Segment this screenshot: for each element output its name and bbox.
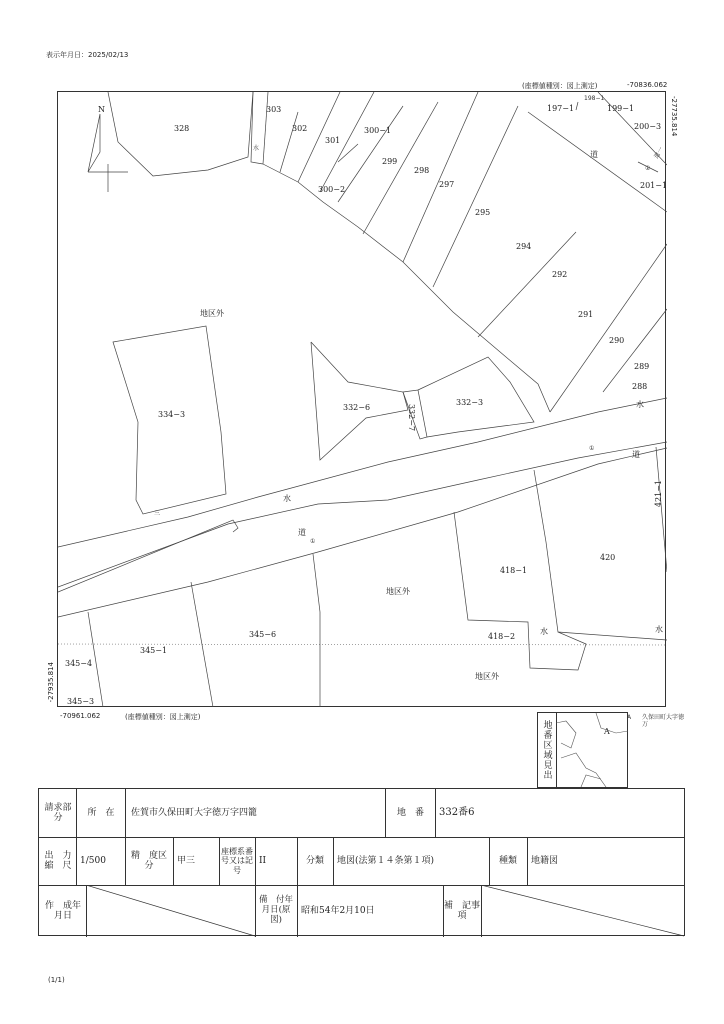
- parcel-label: 332−6: [343, 403, 371, 412]
- legend-marker: A: [627, 714, 632, 721]
- parcel-lines: [58, 92, 667, 708]
- parcel-label: 345−3: [67, 697, 95, 706]
- hoki-label: 補 記事 項: [444, 900, 490, 921]
- parcel-label: 292: [552, 270, 568, 279]
- parcel-label: 298: [414, 166, 430, 175]
- seido-label: 精 度区 分: [130, 850, 177, 871]
- parcel-label: 418−1: [500, 566, 528, 575]
- shozai-value: 佐賀市久保田町大字徳万字四籠: [131, 807, 258, 818]
- parcel-label: 302: [292, 124, 308, 133]
- parcel-label: 297: [439, 180, 455, 189]
- parcel-label: 345−6: [249, 630, 277, 639]
- area-label: 地区外: [386, 587, 410, 596]
- parcel-label: 200−3: [634, 122, 662, 131]
- blank-diagonal: [481, 885, 685, 937]
- road-label: 道一: [652, 146, 665, 160]
- parcel-label: 328: [174, 124, 190, 133]
- parcel-label: 345−1: [140, 646, 168, 655]
- road-label: 道: [590, 150, 598, 159]
- legend-text: 久保田町大字徳万: [642, 714, 685, 729]
- benchmark-label: ①: [589, 445, 595, 452]
- bikou-label: 備 付年月日(原図): [258, 895, 293, 925]
- zahyo-value: II: [259, 855, 267, 866]
- bunrui-value: 地図(法第１４条第１項): [337, 855, 435, 866]
- index-map: [537, 712, 628, 788]
- bunrui-label: 分類: [305, 855, 324, 866]
- parcel-label: 300−2: [318, 185, 346, 194]
- chiban-label: 地 番: [396, 807, 424, 818]
- parcel-label: 299: [382, 157, 398, 166]
- parcel-label: 332−7: [407, 404, 416, 432]
- parcel-label: 303: [266, 105, 282, 114]
- zahyo-label: 座標系番号又は記号: [221, 847, 253, 875]
- parcel-label: 201−1: [640, 181, 668, 190]
- coord-note-top: (座標値種別：図上測定): [522, 82, 598, 90]
- water-label: 水: [636, 400, 644, 409]
- cadastral-map: [57, 91, 666, 707]
- water-label: 水: [283, 494, 291, 503]
- small-label: 三: [154, 510, 161, 517]
- page-number: (1/1): [48, 976, 65, 984]
- parcel-label: 334−3: [158, 410, 186, 419]
- parcel-label: 300−1: [364, 126, 392, 135]
- index-sketch: [556, 713, 628, 787]
- benchmark-label: ①: [645, 165, 651, 172]
- coord-note-bottom: (座標値種別：図上測定): [125, 713, 201, 721]
- index-marker: A: [604, 727, 610, 736]
- display-date: 表示年月日：2025/02/13: [46, 51, 129, 59]
- parcel-label: 290: [609, 336, 625, 345]
- benchmark-label: ①: [310, 538, 316, 545]
- info-table: [38, 788, 685, 936]
- sakusei-label: 作 成年月日: [44, 900, 81, 921]
- seido-value: 甲三: [177, 855, 196, 866]
- shukushaku-label: 出 力縮 尺: [44, 850, 72, 871]
- parcel-label: 198−1: [584, 95, 605, 102]
- coord-top-right: -70836.062: [627, 81, 668, 89]
- parcel-label: 332−3: [456, 398, 484, 407]
- seikyu-bubun-label: 請求部分: [44, 802, 72, 823]
- area-label: 地区外: [200, 309, 224, 318]
- road-label: 道: [298, 528, 306, 537]
- parcel-label: 197−1: [547, 104, 575, 113]
- parcel-label: 294: [516, 242, 532, 251]
- water-label: 水: [540, 627, 548, 636]
- parcel-label: 420: [600, 553, 616, 562]
- bikou-value: 昭和54年2月10日: [301, 905, 375, 916]
- parcel-label: 295: [475, 208, 491, 217]
- water-label: 水: [253, 145, 260, 152]
- parcel-label: 301: [325, 136, 341, 145]
- shukushaku-value: 1/500: [80, 855, 106, 866]
- parcel-label: 418−2: [488, 632, 516, 641]
- chiban-value: 332番6: [439, 807, 475, 819]
- shurui-label: 種類: [498, 855, 517, 866]
- coord-left-bottom: -27935.814: [47, 662, 55, 703]
- shurui-value: 地籍図: [531, 855, 559, 866]
- road-label: 道: [632, 450, 640, 459]
- area-label: 地区外: [475, 672, 499, 681]
- coord-bottom-left: -70961.062: [60, 712, 101, 720]
- north-label: N: [98, 105, 105, 114]
- parcel-label: 345−4: [65, 659, 93, 668]
- parcel-label: 421−1: [654, 480, 663, 508]
- index-label: 地番区域見出: [538, 713, 557, 787]
- parcel-label: 288: [632, 382, 648, 391]
- parcel-label: 291: [578, 310, 594, 319]
- parcel-label: 289: [634, 362, 650, 371]
- parcel-label: 199−1: [607, 104, 635, 113]
- blank-diagonal: [86, 885, 256, 937]
- water-label: 水: [655, 625, 663, 634]
- coord-right-top: -27735.814: [670, 96, 678, 137]
- shozai-label: 所 在: [87, 807, 115, 818]
